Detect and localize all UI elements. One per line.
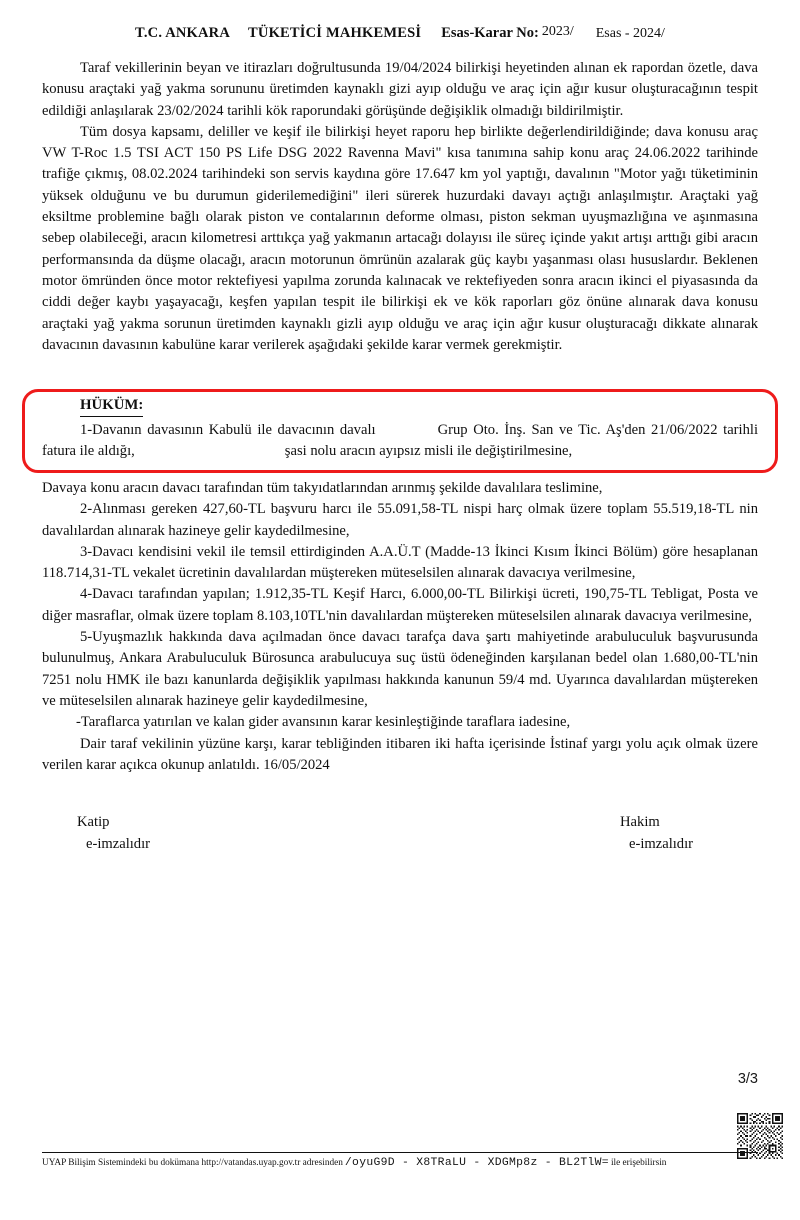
decision-item-3: 3-Davacı kendisini vekil ile temsil ettirdiginden A.A.Ü.T (Madde-13 İkinci Kısım İkinci Bölüm) göre hesaplanan 118.714,31-TL vekalet ücretinin davalılardan müştereken müteselsilen alınarak davacıya verilmesine, [42, 543, 758, 582]
court-name: T.C. ANKARA [135, 25, 231, 41]
document-header [0, 24, 800, 43]
judgment-heading: HÜKÜM: [80, 396, 143, 417]
decision-items [42, 478, 758, 776]
judgment-text-after: şasi nolu aracın ayıpsız misli ile değiştirilmesine, [284, 443, 573, 460]
judge-esignature-note: e-imzalıdır [629, 835, 694, 852]
page-number: 3/3 [737, 1071, 758, 1087]
footer-divider [42, 1152, 758, 1153]
decision-item-0: Davaya konu aracın davacı tarafından tüm takyıdatlarından arınmış şekilde davalılara teslimine, [42, 480, 603, 496]
signature-judge [620, 812, 693, 855]
judgment-text-before: 1-Davanın davasının Kabulü ile davacının davalı [80, 422, 376, 438]
case-number-label: Esas-Karar No: [441, 25, 539, 41]
judge-role-label: Hakim [620, 814, 660, 830]
footer-text-before: UYAP Bilişim Sistemindeki bu dokümana http://vatandas.uyap.gov.tr adresinden [42, 1158, 343, 1168]
decision-item-4: 4-Davacı tarafından yapılan; 1.912,35-TL Keşif Harcı, 6.000,00-TL Bilirkişi ücreti, 190,75-TL Tebligat, Posta ve diğer masraflar, olmak üzere toplam 8.103,10TL'nin davalılardan müştereken müteselsilen alınarak davacıya verilmesine, [42, 586, 758, 624]
decision-item-2: 2-Alınması gereken 427,60-TL başvuru harcı ile 55.091,58-TL nispi harç olmak üzere toplam 55.519,18-TL nin davalılardan alınarak hazineye gelir kaydedilmesine, [42, 501, 758, 539]
judgment-item-1 [42, 420, 758, 463]
narrative-body [42, 58, 758, 356]
paragraph-1: Taraf vekillerinin beyan ve itirazları doğrultusunda 19/04/2024 bilirkişi heyetinden alınan ek rapordan özetle, dava konusu araçtaki yağ yakma sorununu üretimden kaynaklı gizi ayıp olduğu ve araç için ağır kusur oluşturacağının tespit edildiği anlaşılarak 23/02/2024 tarihli kök raporundaki görüşünde değişiklik olmadığı bildirilmiştir. [42, 60, 758, 119]
clerk-esignature-note: e-imzalıdır [86, 835, 151, 852]
verification-code: /oyuG9D - X8TRaLU - XDGMp8z - BL2TlW= [344, 1157, 609, 1169]
case-number-value: 2023/ [541, 24, 574, 39]
court-type: TÜKETİCİ MAHKEMESİ [248, 25, 422, 41]
footer-text-after: ile erişebilirsin [610, 1158, 667, 1168]
decision-item-appeal: Dair taraf vekilinin yüzüne karşı, karar tebliğinden itibaren iki hafta içerisinde İstinaf yargı yolu açık olmak üzere verilen karar açıkca okunup anlatıldı. 16/05/2024 [42, 735, 758, 773]
decision-item-refund: -Taraflarca yatırılan ve kalan gider avansının karar kesinleştiğinde taraflara iadesine, [76, 714, 571, 731]
signature-clerk [77, 812, 150, 855]
footer-verification-line [42, 1157, 772, 1170]
decision-item-5: 5-Uyuşmazlık hakkında dava açılmadan önce davacı tarafça dava şartı mahiyetinde arabuluculuk başvurusunda bulunulmuş, Ankara Arabuluculuk Bürosunca arabulucuya suç üstü ödeneğinden karşılanan bedel olan 1.680,00-TL'nin 7251 nolu HMK ile bazı kanunlarda değişiklik yapılması hakkında kanunun 59/4 md. Uyarınca davalılardan müştereken ve müteselsilen alınarak hazineye gelir kaydedilmesine, [42, 629, 758, 709]
paragraph-2: Tüm dosya kapsamı, deliller ve keşif ile bilirkişi heyet raporu hep birlikte değerlendirildiğinde; dava konusu araç VW T-Roc 1.5 TSI ACT 150 PS Life DSG 2022 Ravenna Mavi" kısa tanımına sahip konu araç 24.06.2022 tarihinde trafiğe çıkmış, 08.02.2024 tarihindeki son servis kaydına göre 17.647 km yol yaptığı, davalının "Motor yağı tüketiminin yüksek olduğunu ve bu durumun giderilemediğini" ileri sürerek huzurdaki davayı açtığı anlaşılmıştır. Araçtaki yağ eksiltme problemine bağlı olarak piston ve contalarının deforme olması, piston sekman uyuşmazlığına ve aşınmasına sebep olabileceği, aracın kilometresi arttıkça yağ yakmanın artacağı dolayısı ile süreç içinde yakıt artışı arttığı gibi aracın performansında da düşme olacağı, aracın motorunun ömrünün azalarak güç kaybı yaşanması olası hususlardır. Beklenen motor ömründen önce motor rektefiyesi yapılma zorunda kalınacak ve rektefiyeden sonra aracın ikinci el piyasasında da ciddi değer kaybı yaşayacağı, keşfen yapılan tespit ile bilirkişi ek ve kök raporları göz önüne alınarak dava konusu araçtaki yağ yakma sorunun üretimden kaynaklı gizli ayıp olduğu ve araç için ağır kusur oluşturacağı dikkate alınarak davacının davasının kabulüne karar verilerek aşağıdaki şekilde karar vermek gerekmiştir. [42, 123, 758, 353]
judgment-section [42, 396, 758, 463]
judgment-text-mid: Grup Oto. İnş. San ve Tic. Aş'den 21/06/2022 tarihli fatura ile aldığı, [42, 422, 758, 460]
clerk-role-label: Katip [77, 814, 110, 830]
decision-number-value: Esas - 2024/ [595, 26, 665, 41]
